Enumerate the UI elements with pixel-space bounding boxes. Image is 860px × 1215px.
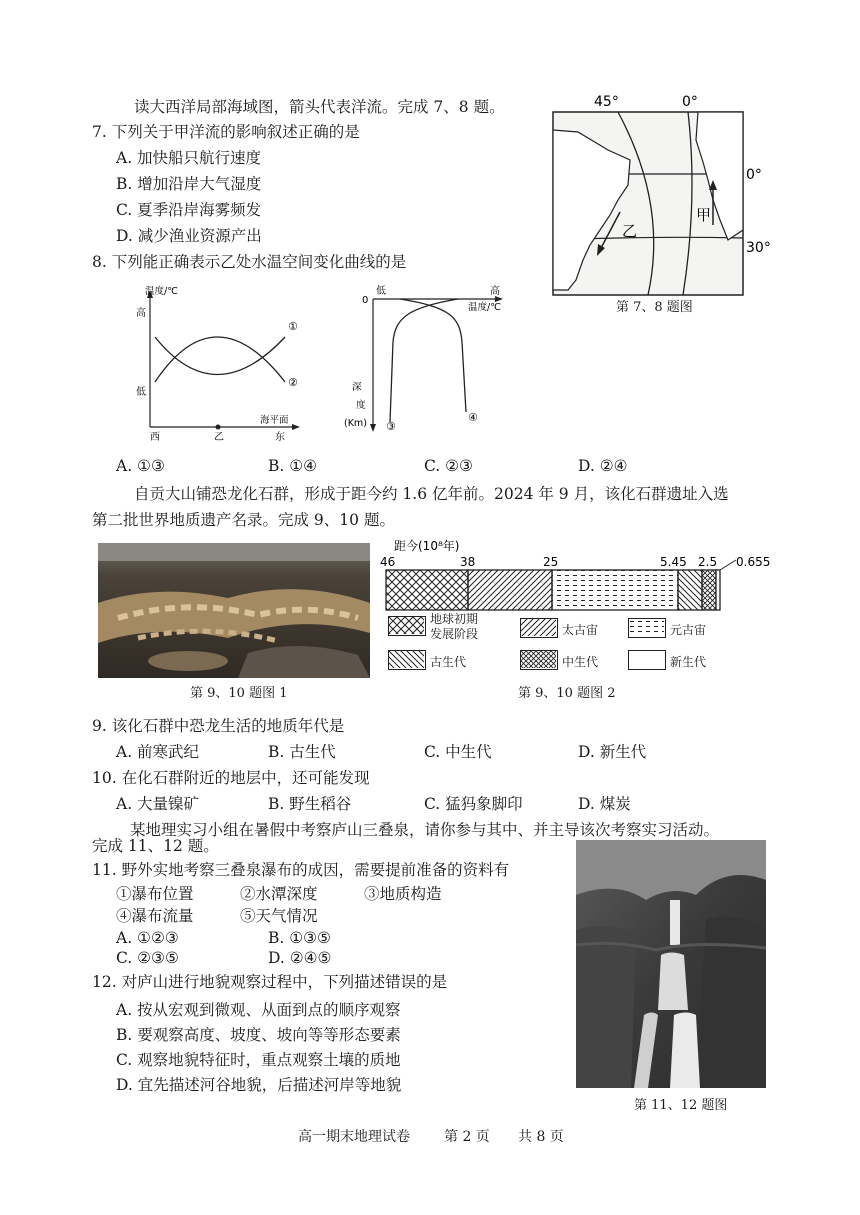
q11-item-4: ④瀑布流量 xyxy=(116,907,194,925)
q12-option-d: D. 宜先描述河谷地貌，后描述河岸等地貌 xyxy=(116,1076,402,1094)
timeline-tick-label: 2.5 xyxy=(698,555,718,569)
legend-label-paleozoic: 古生代 xyxy=(430,655,467,669)
q9-option-c: C. 中生代 xyxy=(424,743,492,761)
q11-option-b: B. ①③⑤ xyxy=(268,929,331,947)
temperature-depth-graph xyxy=(340,282,515,442)
q10-option-b: B. 野生稻谷 xyxy=(268,795,352,813)
q9-option-a: A. 前寒武纪 xyxy=(116,743,200,761)
q78-intro: 读大西洋局部海域图，箭头代表洋流。完成 7、8 题。 xyxy=(134,98,505,116)
segment-paleozoic xyxy=(678,570,702,610)
q1112-intro-line1: 某地理实习小组在暑假中考察庐山三叠泉，请你参与其中、并主导该次考察实习活动。 xyxy=(130,821,720,839)
timeline-title: 距今(10⁸年) xyxy=(394,539,460,553)
q9-option-b: B. 古生代 xyxy=(268,743,336,761)
footer-exam-title: 高一期末地理试卷 xyxy=(298,1129,410,1145)
timeline-bar xyxy=(386,570,720,610)
q11-item-3: ③地质构造 xyxy=(364,885,442,903)
q12-option-a: A. 按从宏观到微观、从面到点的顺序观察 xyxy=(116,1001,401,1019)
atlantic-map xyxy=(548,90,788,300)
graph1-curve1: ① xyxy=(288,320,298,333)
graph2-curve4: ④ xyxy=(468,411,478,424)
legend-label-cenozoic: 新生代 xyxy=(670,655,707,669)
graph2-xlabel: 温度/℃ xyxy=(468,302,501,313)
legend-label-early-earth-2: 发展阶段 xyxy=(430,627,479,641)
dinosaur-fossil-photo xyxy=(98,543,370,678)
q1112-intro-line2: 完成 11、12 题。 xyxy=(92,837,219,855)
timeline-tick-label: 38 xyxy=(460,555,476,569)
graph2-curve3: ③ xyxy=(386,420,396,433)
map-caption: 第 7、8 题图 xyxy=(616,300,693,315)
timeline-tick-label: 46 xyxy=(380,555,396,569)
q9-option-d: D. 新生代 xyxy=(578,743,647,761)
q10-stem: 10. 在化石群附近的地层中，还可能发现 xyxy=(92,769,370,787)
q11-option-c: C. ②③⑤ xyxy=(116,949,179,967)
map-lat-0: 0° xyxy=(746,167,762,183)
segment-archean xyxy=(468,570,552,610)
footer-total-pages: 共 8 页 xyxy=(518,1129,564,1145)
q12-stem: 12. 对庐山进行地貌观察过程中，下列描述错误的是 xyxy=(92,973,448,991)
waterfall-caption: 第 11、12 题图 xyxy=(634,1098,728,1113)
q8-option-c: C. ②③ xyxy=(424,457,473,475)
q910-intro-line1: 自贡大山铺恐龙化石群，形成于距今约 1.6 亿年前。2024 年 9 月，该化石群遗址入选 xyxy=(134,485,729,503)
graph1-xlabel: 海平面 xyxy=(260,415,289,426)
q7-stem: 7. 下列关于甲洋流的影响叙述正确的是 xyxy=(92,123,360,141)
timeline-tick-label: 5.45 xyxy=(660,555,687,569)
q9-stem: 9. 该化石群中恐龙生活的地质年代是 xyxy=(92,717,345,735)
q10-option-a: A. 大量镍矿 xyxy=(116,795,200,813)
q8-option-d: D. ②④ xyxy=(578,457,628,475)
q10-option-d: D. 煤炭 xyxy=(578,795,631,813)
legend-swatch-cenozoic xyxy=(628,650,666,670)
segment-cenozoic xyxy=(716,570,720,610)
q11-item-1: ①瀑布位置 xyxy=(116,885,194,903)
legend-label-mesozoic: 中生代 xyxy=(562,655,599,669)
q8-option-a: A. ①③ xyxy=(116,457,165,475)
q7-option-b: B. 增加沿岸大气湿度 xyxy=(116,175,262,193)
photo1-caption: 第 9、10 题图 1 xyxy=(190,686,288,701)
q910-intro-line2: 第二批世界地质遗产名录。完成 9、10 题。 xyxy=(92,511,395,529)
graph2-low: 低 xyxy=(376,286,386,297)
graph1-low: 低 xyxy=(136,387,146,398)
q12-option-b: B. 要观察高度、坡度、坡向等等形态要素 xyxy=(116,1026,401,1044)
q11-item-2: ②水潭深度 xyxy=(240,885,318,903)
timeline-tick-label: 0.655 xyxy=(736,555,771,569)
map-lat-30: 30° xyxy=(746,240,771,256)
graph1-high: 高 xyxy=(136,308,146,319)
q10-option-c: C. 猛犸象脚印 xyxy=(424,795,523,813)
waterfall-photo xyxy=(576,840,766,1088)
q11-item-5: ⑤天气情况 xyxy=(240,907,318,925)
q11-option-d: D. ②④⑤ xyxy=(268,949,332,967)
graph1-yi: 乙 xyxy=(214,432,224,442)
graph1-west: 西 xyxy=(150,432,160,442)
timeline-ticks xyxy=(380,555,770,570)
timeline-tick-label: 25 xyxy=(543,555,559,569)
segment-proterozoic xyxy=(552,570,678,610)
graph2-ylabel-2: 度 xyxy=(356,400,366,411)
q7-option-c: C. 夏季沿岸海雾频发 xyxy=(116,201,262,219)
legend-swatch-mesozoic xyxy=(520,650,558,670)
legend-label-archean: 太古宙 xyxy=(562,623,599,637)
graph2-unit: (Km) xyxy=(344,418,367,429)
q11-option-a: A. ①②③ xyxy=(116,929,179,947)
legend-swatch-proterozoic xyxy=(628,618,666,638)
q12-option-c: C. 观察地貌特征时，重点观察土壤的质地 xyxy=(116,1051,401,1069)
timeline-caption: 第 9、10 题图 2 xyxy=(518,686,616,701)
segment-early-earth xyxy=(386,570,468,610)
graph2-high: 高 xyxy=(490,286,500,297)
footer-page-number: 第 2 页 xyxy=(444,1129,490,1145)
map-label-jia: 甲 xyxy=(696,206,712,224)
graph2-zero: 0 xyxy=(362,295,369,306)
q11-stem: 11. 野外实地考察三叠泉瀑布的成因，需要提前准备的资料有 xyxy=(92,861,510,879)
map-lon-0: 0° xyxy=(682,94,698,110)
legend-swatch-paleozoic xyxy=(388,650,426,670)
map-lon-45: 45° xyxy=(594,94,619,110)
graph2-ylabel-1: 深 xyxy=(352,382,362,393)
q7-option-a: A. 加快船只航行速度 xyxy=(116,149,262,167)
q8-option-b: B. ①④ xyxy=(268,457,318,475)
legend-swatch-early-earth xyxy=(388,616,426,636)
legend-label-proterozoic: 元古宙 xyxy=(670,623,707,637)
q8-stem: 8. 下列能正确表示乙处水温空间变化曲线的是 xyxy=(92,253,407,271)
timeline-leader-line xyxy=(720,560,736,570)
q7-option-d: D. 减少渔业资源产出 xyxy=(116,227,262,245)
graph1-east: 东 xyxy=(275,432,285,442)
graph1-ylabel: 温度/℃ xyxy=(145,286,178,297)
graph1-curve2: ② xyxy=(288,376,298,389)
legend-swatch-archean xyxy=(520,618,558,638)
temperature-west-east-graph xyxy=(110,282,330,442)
legend-label-early-earth-1: 地球初期 xyxy=(430,612,479,626)
segment-mesozoic xyxy=(702,570,716,610)
map-label-yi: 乙 xyxy=(622,222,638,240)
